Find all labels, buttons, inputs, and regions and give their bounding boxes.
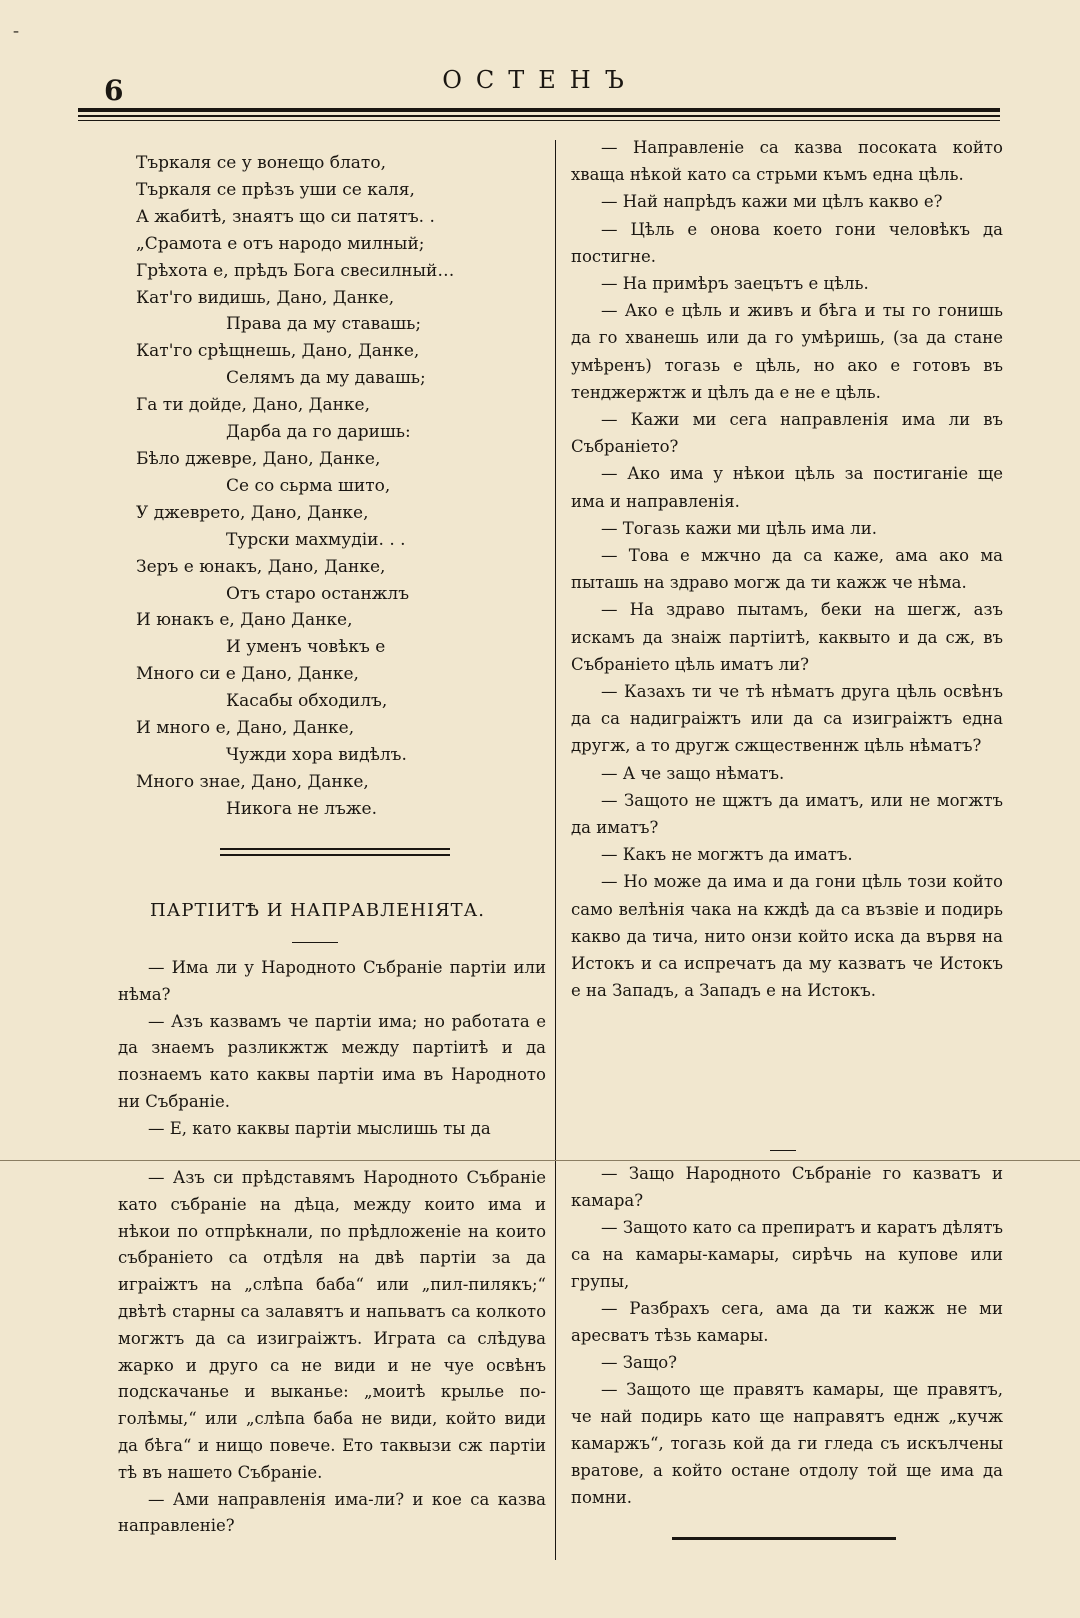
poem-line: Грѣхота е, прѣдъ Бога свесилный… [136, 260, 455, 281]
paragraph: — Направленіе са казва посоката който хваща нѣкой като са стрьми къмъ една цѣль. [571, 138, 1003, 185]
title-dash [292, 942, 338, 943]
poem-line: И много е, Дано, Данке, [136, 718, 355, 739]
paragraph: — Тогазь кажи ми цѣль има ли. [601, 518, 877, 538]
ornament-rule [220, 848, 450, 850]
poem-line: Търкаля се прѣзъ уши се каля, [136, 179, 415, 200]
paragraph: — Защото ще правятъ камары, ще правятъ, че най подирь като ще направятъ еднж „кучж камаржъ“, тогазь кой да ги гледа съ искълчены вратове, а който остане отдолу той ще има да помни. [571, 1380, 1003, 1507]
paragraph: — Разбрахъ сега, ама да ти кажж не ми аресватъ тѣзь камары. [571, 1299, 1003, 1345]
paragraph: — Кажи ми сега направленія има ли въ Събраніето? [571, 410, 1003, 457]
paragraph: — Това е мжчно да са каже, ама ако ма пыташь на здраво могж да ти кажж че нѣма. [571, 546, 1003, 593]
poem-line: И уменъ човѣкъ е [226, 637, 386, 658]
ornament-rule [220, 854, 450, 856]
paragraph: — Е, като каквы партіи мыслишь ты да [148, 1118, 491, 1138]
poem-line: Права да му ставашь; [226, 314, 422, 335]
paragraph: — Но може да има и да гони цѣль този който само велѣнія чака на кждѣ да са възвіе и подирь какво да тича, нито онзи който иска да вървя на Истокъ и са испречатъ да му казватъ че Истокъ е на Западъ, а Западъ е на Истокъ. [571, 872, 1003, 1001]
paragraph: — Ами направленія има-ли? и кое са казва направленіе? [118, 1489, 546, 1536]
paragraph: — Азъ си прѣдставямъ Народното Събраніе като събраніе на дѣца, между които има и нѣкои по отпрѣкнали, по прѣдложеніе на които събраніето са отдѣля на двѣ партіи за да играіжтъ на „слѣпа баба“ или „пил-пилякъ;“ двѣтѣ старны са залавятъ и напьватъ са колкото могжтъ да са изиграіжтъ. Играта са слѣдува жарко и друго са не види и не чуе освѣнъ подскачанье и выканье: „моитѣ крылье по-голѣмы,“ или „слѣпа баба не види, който види да бѣга“ и нищо повече. Ето таквызи сж партіи тѣ въ нашето Събраніе. [118, 1168, 546, 1482]
header-rule-thin [78, 115, 1000, 117]
article-title: ПАРТІИТѢ И НАПРАВЛЕНІЯТА. [150, 900, 485, 921]
poem-line: Много знае, Дано, Данке, [136, 771, 369, 792]
left-column-bottom [118, 1165, 546, 1540]
paragraph: — Има ли у Народното Събраніе партіи или нѣма? [118, 958, 546, 1004]
poem-line: У джеврето, Дано, Данке, [136, 502, 369, 523]
poem [136, 150, 541, 823]
poem-line: Се со сьрма шито, [226, 475, 391, 496]
poem-line: Много си е Дано, Данке, [136, 664, 359, 685]
column-divider [555, 140, 556, 1560]
right-column-bottom [571, 1160, 1003, 1511]
paragraph: — Защо? [601, 1353, 677, 1372]
poem-line: Чужди хора видѣлъ. [226, 744, 407, 765]
poem-line: Търкаля се у вонещо блато, [136, 153, 386, 173]
header-rule [78, 108, 1000, 112]
poem-line: Турски махмудіи. . . [226, 529, 406, 550]
poem-line: Никога не лъже. [226, 798, 377, 819]
poem-line: Зеръ е юнакъ, Дано, Данке, [136, 556, 386, 577]
poem-line: И юнакъ е, Дано Данке, [136, 610, 353, 631]
paragraph: — На здраво пытамъ, беки на шегж, азъ искамъ да знаіж партіитѣ, каквыто и да сж, въ Събраніето цѣль иматъ ли? [571, 600, 1003, 674]
paragraph: — Ако е цѣль и живъ и бѣга и ты го гонишь да го хванешь или да го умѣришь, (за да стане умѣренъ) тогазь е цѣль, но ако е готовъ въ тенджержтж и цѣлъ да е не е цѣль. [571, 301, 1003, 402]
paragraph: — Какъ не могжтъ да иматъ. [601, 845, 853, 865]
poem-line: А жабитѣ, знаятъ що си патятъ. . [136, 206, 435, 227]
section-dash [770, 1150, 796, 1151]
paragraph: — Цѣль е онова което гони человѣкъ да постигне. [571, 219, 1003, 266]
paragraph: — Най напрѣдъ кажи ми цѣлъ какво е? [601, 192, 943, 212]
end-rule [672, 1537, 896, 1540]
paragraph: — Ако има у нѣкои цѣль за постиганіе ще има и направленія. [571, 464, 1003, 511]
poem-line: Отъ старо останжлъ [226, 583, 410, 604]
left-column-top [118, 955, 546, 1143]
paragraph: — Защото като са препиратъ и каратъ дѣлятъ са на камары-камары, сирѣчь на купове или групы, [571, 1218, 1003, 1291]
masthead-title: ОСТЕНЪ [442, 66, 638, 94]
poem-line: Га ти дойде, Дано, Данке, [136, 395, 371, 416]
corner-mark: ˉ [12, 28, 20, 47]
right-column-top [571, 134, 1003, 1005]
poem-line: Кат'го видишь, Дано, Данке, [136, 287, 395, 308]
poem-line: Бѣло джевре, Дано, Данке, [136, 448, 381, 469]
poem-line: Касабы обходилъ, [226, 691, 388, 712]
paragraph: — Защо Народното Събраніе го казватъ и камара? [571, 1164, 1003, 1210]
paragraph: — А че защо нѣматъ. [601, 763, 785, 783]
poem-line: Кат'го срѣщнешь, Дано, Данке, [136, 341, 420, 362]
paragraph: — Казахъ ти че тѣ нѣматъ друга цѣль освѣнъ да са надиграіжтъ или да са изиграіжтъ една другж, а то другж сжщественнж цѣль нѣматъ? [571, 682, 1003, 756]
page-number: 6 [104, 74, 124, 107]
paragraph: — На примѣръ заецътъ е цѣль. [601, 274, 869, 294]
paragraph: — Азъ казвамъ че партіи има; но работата е да знаемъ разликжтж между партіитѣ и да познаемъ като каквы партіи има въ Народното ни Събраніе. [118, 1011, 546, 1111]
header-rule-hairline [78, 120, 1000, 121]
paragraph: — Защото не щжтъ да иматъ, или не могжтъ да иматъ? [571, 790, 1003, 838]
poem-line: Дарба да го даришь: [226, 422, 411, 443]
poem-line: „Срамота е отъ народо милный; [136, 233, 425, 254]
poem-line: Селямъ да му давашь; [226, 368, 426, 389]
